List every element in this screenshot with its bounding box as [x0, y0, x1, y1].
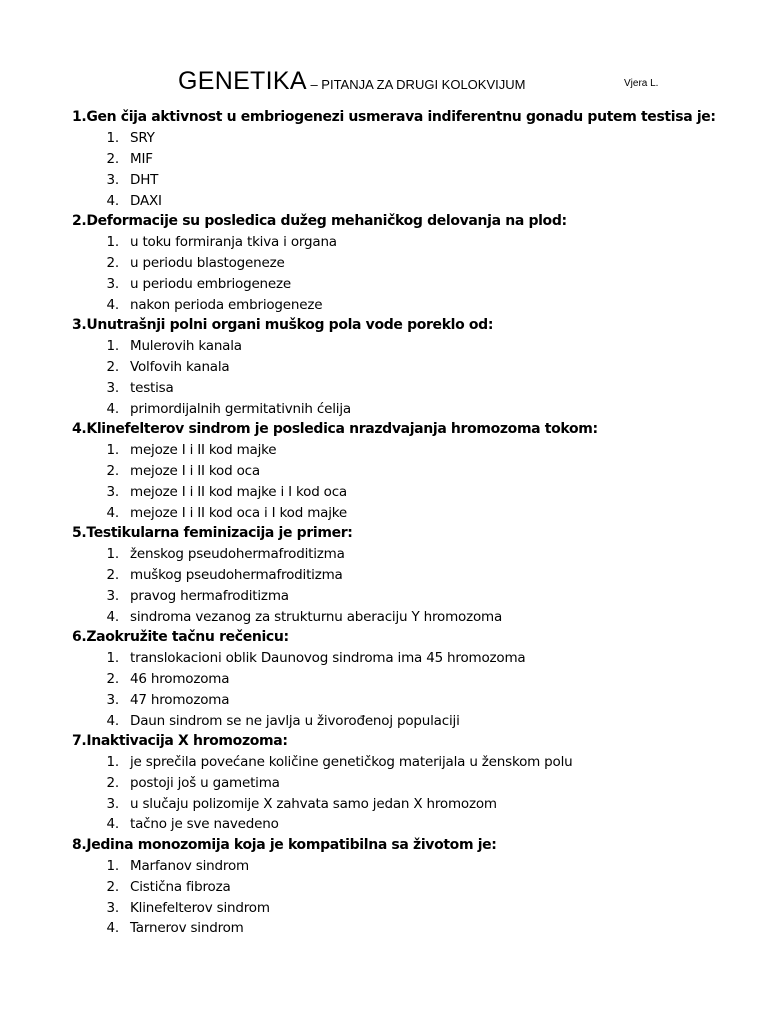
option-text: mejoze I i II kod oca i I kod majke — [130, 504, 348, 521]
option-number: 3. — [106, 275, 119, 292]
answer-option — [72, 918, 752, 939]
option-text: mejoze I i II kod majke i I kod oca — [130, 483, 348, 500]
answer-list — [72, 648, 752, 731]
answer-option — [72, 481, 752, 502]
option-text: 46 hromozoma — [130, 670, 230, 687]
option-number: 1. — [106, 442, 119, 459]
answer-option — [72, 377, 752, 398]
question-block — [72, 835, 752, 939]
option-number: 1. — [106, 338, 119, 355]
question-title: 3.Unutrašnji polni organi muškog pola vode poreklo od: — [72, 316, 494, 333]
answer-list — [72, 440, 752, 523]
answer-option — [72, 502, 752, 523]
option-number: 1. — [106, 650, 119, 667]
answer-option — [72, 897, 752, 918]
option-number: 2. — [106, 254, 119, 271]
option-text: DHT — [130, 171, 159, 188]
question-block — [72, 419, 752, 523]
option-text: DAXI — [130, 192, 162, 209]
option-text: Klinefelterov sindrom — [130, 899, 270, 916]
option-number: 1. — [106, 546, 119, 563]
option-number: 4. — [106, 192, 119, 209]
option-text: Marfanov sindrom — [130, 858, 249, 875]
question-title: 1.Gen čija aktivnost u embriogenezi usmerava indiferentnu gonadu putem testisa je: — [72, 109, 716, 125]
option-number: 2. — [106, 774, 119, 791]
answer-option — [72, 793, 752, 814]
option-number: 4. — [106, 712, 119, 729]
answer-option — [72, 294, 752, 315]
answer-option — [72, 336, 752, 357]
answer-list — [72, 544, 752, 627]
answer-option — [72, 273, 752, 294]
answer-list — [72, 232, 752, 315]
option-text: muškog pseudohermafroditizma — [130, 566, 343, 583]
answer-option — [72, 648, 752, 669]
option-number: 4. — [106, 608, 119, 625]
question-block — [72, 315, 752, 419]
answer-list — [72, 336, 752, 419]
option-number: 4. — [106, 920, 119, 937]
option-text: Daun sindrom se ne javlja u živorođenoj populaciji — [130, 712, 460, 729]
answer-option — [72, 876, 752, 897]
option-number: 3. — [106, 587, 119, 604]
option-text: Cistična fibroza — [130, 878, 231, 895]
question-title: 4.Klinefelterov sindrom je posledica nrazdvajanja hromozoma tokom: — [72, 420, 598, 437]
question-title: 5.Testikularna feminizacija je primer: — [72, 524, 353, 541]
option-number: 2. — [106, 462, 119, 479]
option-number: 4. — [106, 296, 119, 313]
answer-list — [72, 128, 752, 211]
option-text: translokacioni oblik Daunovog sindroma ima 45 hromozoma — [130, 650, 526, 667]
question-title: 7.Inaktivacija X hromozoma: — [72, 732, 288, 749]
answer-option — [72, 710, 752, 731]
author-name: Vjera L. — [624, 78, 659, 89]
answer-option — [72, 814, 752, 835]
option-text: tačno je sve navedeno — [130, 816, 279, 833]
answer-option — [72, 565, 752, 586]
answer-option — [72, 440, 752, 461]
answer-list — [72, 752, 752, 835]
option-number: 1. — [106, 234, 119, 251]
question-block — [72, 523, 752, 627]
question-block — [72, 627, 752, 731]
title-main: GENETIKA — [178, 67, 307, 95]
option-text: u toku formiranja tkiva i organa — [130, 234, 337, 251]
question-block — [72, 107, 752, 211]
option-text: testisa — [130, 379, 174, 396]
answer-option — [72, 232, 752, 253]
answer-option — [72, 190, 752, 211]
option-number: 4. — [106, 400, 119, 417]
option-number: 3. — [106, 379, 119, 396]
answer-option — [72, 585, 752, 606]
option-number: 1. — [106, 130, 119, 147]
option-text: Tarnerov sindrom — [130, 920, 244, 937]
option-number: 1. — [106, 858, 119, 875]
option-number: 1. — [106, 754, 119, 771]
answer-option — [72, 752, 752, 773]
option-number: 2. — [106, 566, 119, 583]
option-text: postoji još u gametima — [130, 774, 280, 791]
answer-list — [72, 856, 752, 939]
option-number: 3. — [106, 171, 119, 188]
option-text: je sprečila povećane količine genetičkog materijala u ženskom polu — [130, 754, 573, 771]
answer-option — [72, 398, 752, 419]
answer-option — [72, 773, 752, 794]
question-title: 2.Deformacije su posledica dužeg mehaničkog delovanja na plod: — [72, 212, 567, 229]
option-text: 47 hromozoma — [130, 691, 230, 708]
answer-option — [72, 544, 752, 565]
option-text: ženskog pseudohermafroditizma — [130, 546, 345, 563]
answer-option — [72, 689, 752, 710]
option-text: Mulerovih kanala — [130, 338, 242, 355]
answer-option — [72, 253, 752, 274]
option-text: sindroma vezanog za strukturnu aberaciju Y hromozoma — [130, 608, 503, 625]
option-text: u periodu blastogeneze — [130, 254, 285, 271]
question-list — [72, 107, 752, 939]
option-text: nakon perioda embriogeneze — [130, 296, 323, 313]
question-title: 6.Zaokružite tačnu rečenicu: — [72, 628, 289, 645]
option-text: pravog hermafroditizma — [130, 587, 289, 604]
question-block — [72, 731, 752, 835]
option-text: MIF — [130, 150, 153, 167]
option-text: Volfovih kanala — [130, 358, 230, 375]
question-block — [72, 211, 752, 315]
answer-option — [72, 856, 752, 877]
answer-option — [72, 149, 752, 170]
option-text: mejoze I i II kod oca — [130, 462, 260, 479]
option-number: 2. — [106, 670, 119, 687]
option-text: u slučaju polizomije X zahvata samo jedan X hromozom — [130, 795, 497, 812]
answer-option — [72, 169, 752, 190]
option-number: 3. — [106, 795, 119, 812]
option-text: mejoze I i II kod majke — [130, 442, 277, 459]
answer-option — [72, 357, 752, 378]
option-text: primordijalnih germitativnih ćelija — [130, 400, 351, 417]
answer-option — [72, 606, 752, 627]
option-number: 2. — [106, 878, 119, 895]
option-number: 4. — [106, 816, 119, 833]
answer-option — [72, 669, 752, 690]
option-number: 3. — [106, 899, 119, 916]
option-number: 3. — [106, 691, 119, 708]
title-subtitle: – PITANJA ZA DRUGI KOLOKVIJUM — [306, 77, 526, 92]
option-number: 2. — [106, 358, 119, 375]
document-header — [0, 64, 768, 98]
question-title: 8.Jedina monozomija koja je kompatibilna sa životom je: — [72, 836, 497, 853]
option-number: 4. — [106, 504, 119, 521]
answer-option — [72, 461, 752, 482]
option-text: u periodu embriogeneze — [130, 275, 292, 292]
option-text: SRY — [130, 130, 155, 147]
option-number: 3. — [106, 483, 119, 500]
answer-option — [72, 128, 752, 149]
option-number: 2. — [106, 150, 119, 167]
page-title — [178, 64, 525, 102]
